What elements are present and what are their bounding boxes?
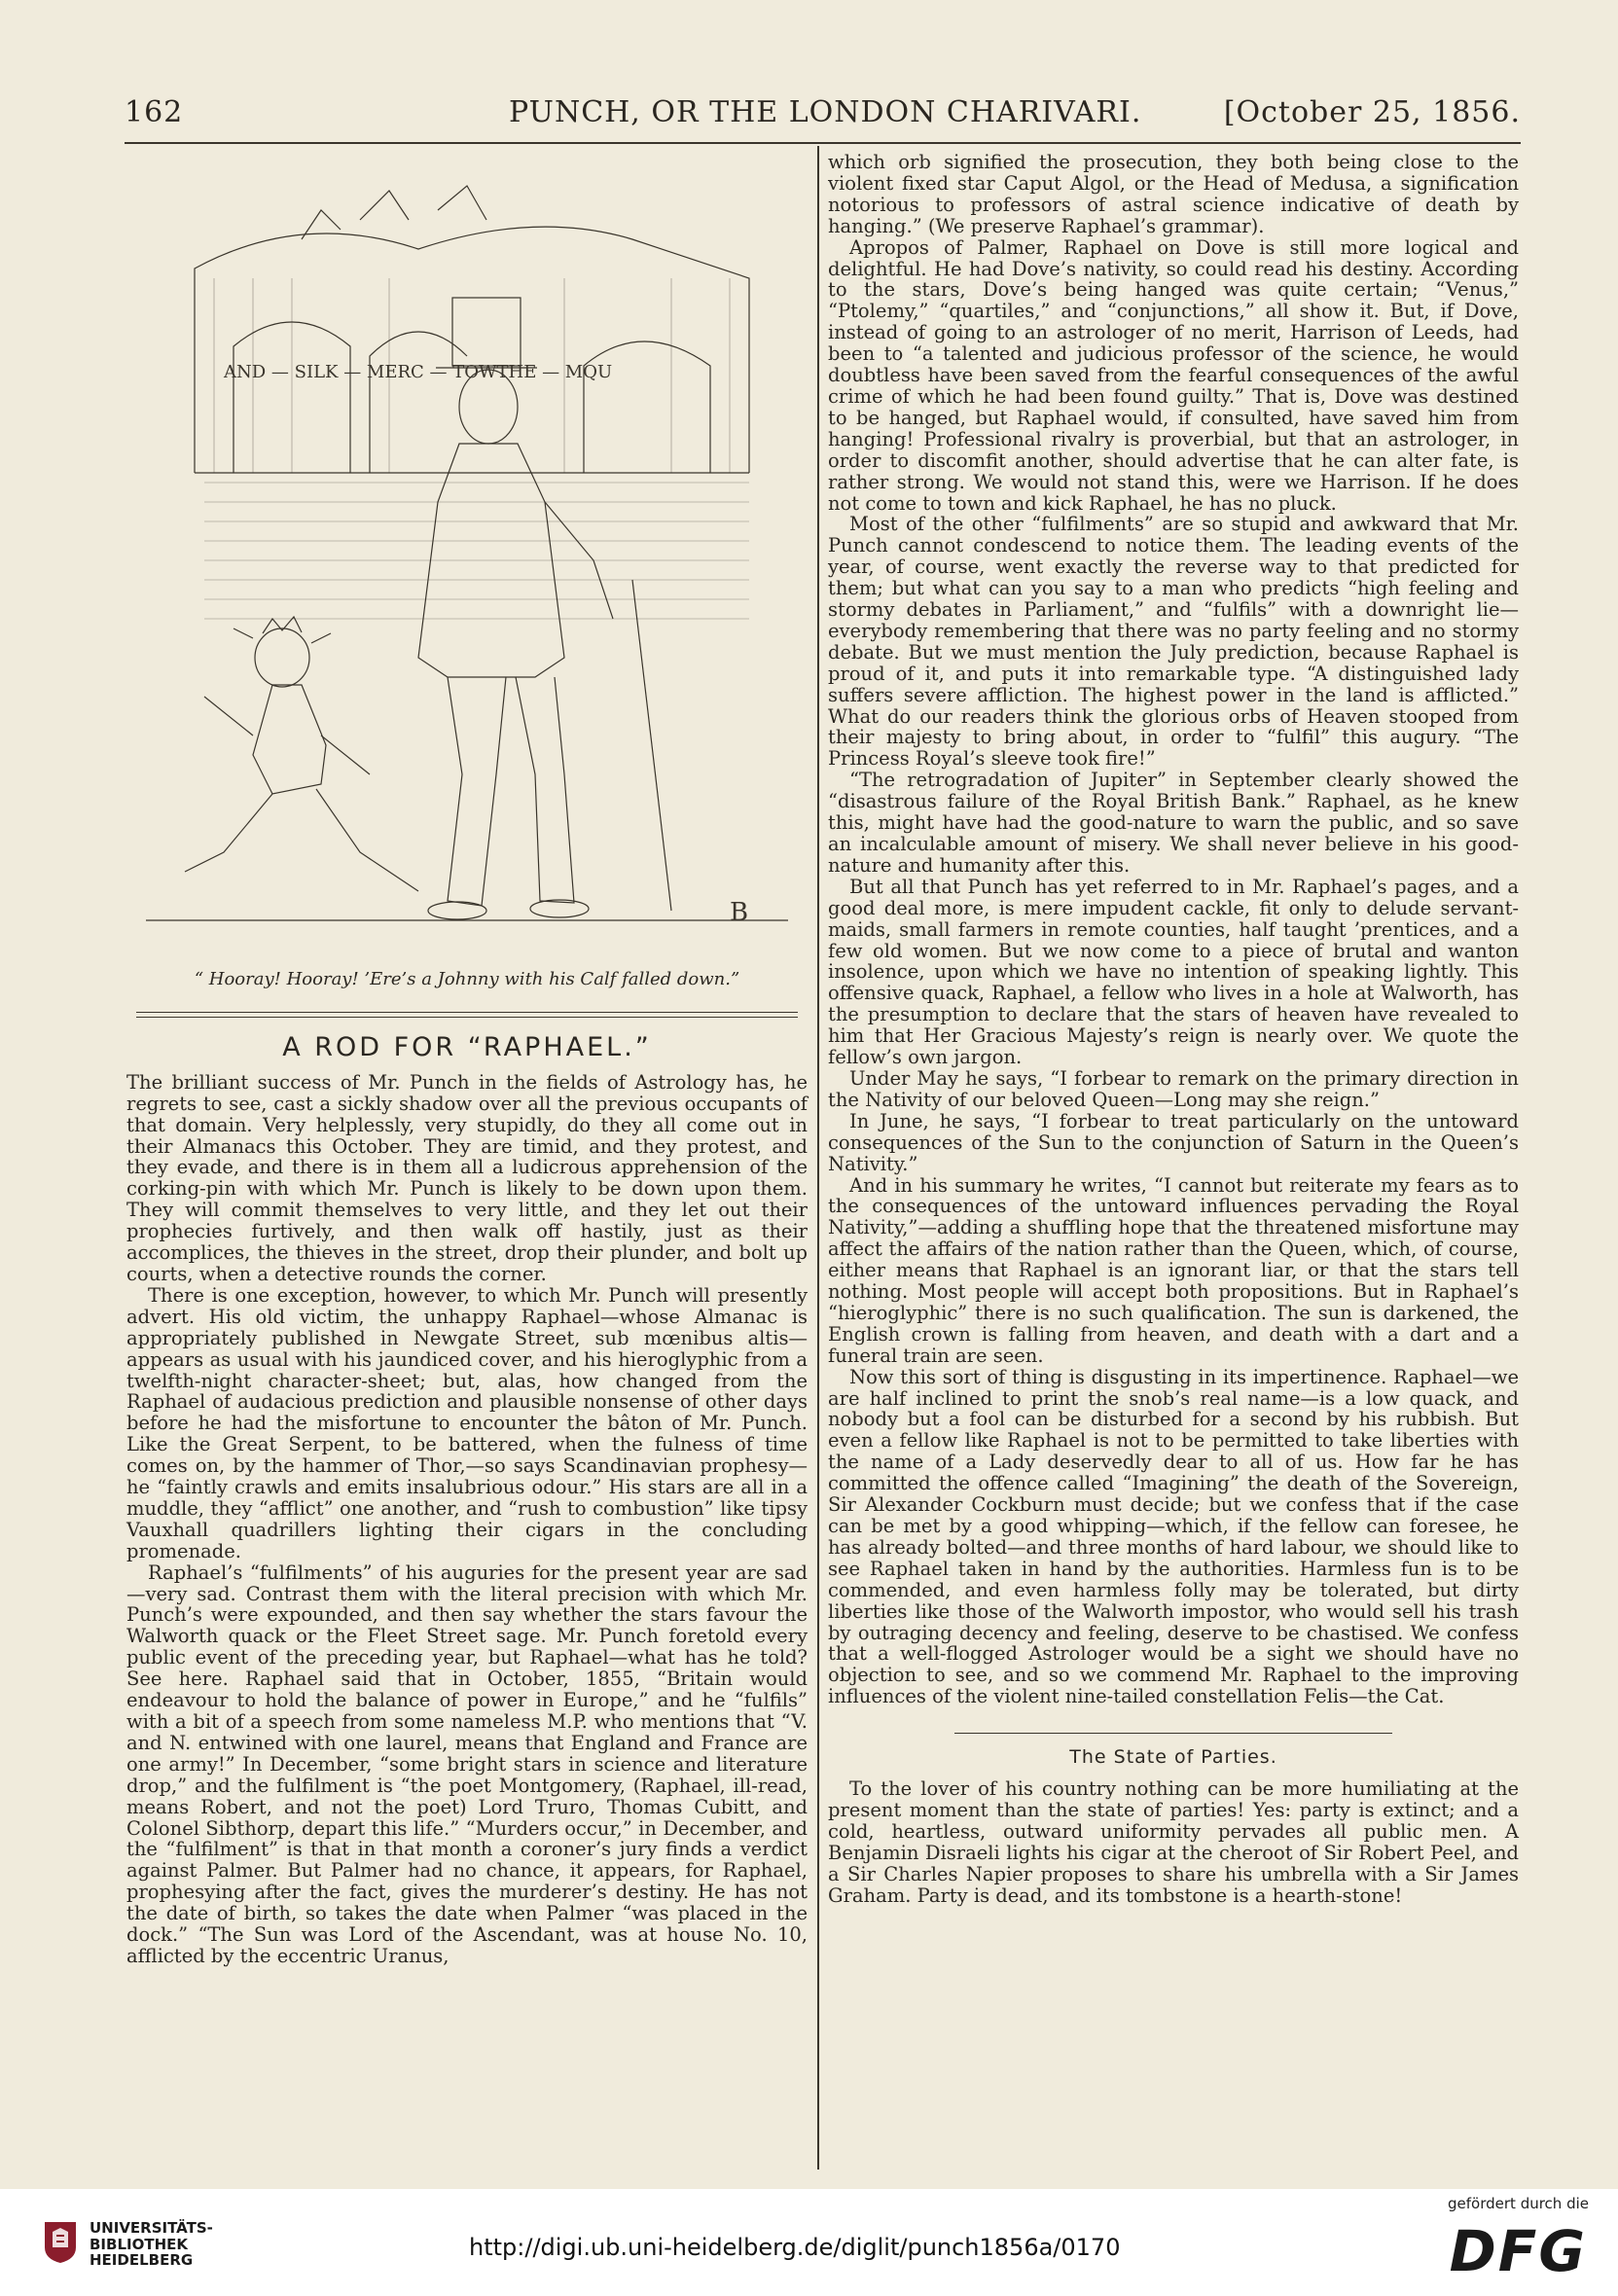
page-header (125, 95, 1521, 142)
banner-lettering: AND — SILK — MERC — TOWTHE — MQU (224, 362, 613, 382)
issue-date: [October 25, 1856. (1223, 95, 1521, 129)
dfg-logo: DFG (1449, 2218, 1587, 2284)
article-paragraph: which orb signified the prosecution, they both being close to the violent fixed star Caput Algol, or the Head of Medusa, a signification notorious to professors of astral science indicative of death by hanging.” (We preserve Raphael’s grammar). (828, 151, 1519, 237)
article-paragraph: Raphael’s “fulfilments” of his auguries for the present year are sad—very sad. Contrast them with the literal precision with which Mr. Punch’s were expounded, and then say whether the stars favour the Walworth quack or the Fleet Street sage. Mr. Punch foretold every public event of the preceding year, but Raphael—what has he told? See here. Raphael said that in October, 1855, “Britain would endeavour to hold the balance of power in Europe,” and he “fulfils” with a bit of a speech from some nameless M.P. who mentions that “V. and N. entwined with one laurel, means that England and France are one army!” In December, “some bright stars in science and literature drop,” and the fulfilment is “the poet Montgomery, (Raphael, ill-read, means Robert, and not the poet) Lord Truro, Thomas Cubitt, and Colonel Sibthorp, depart this life.” “Murders occur,” in December, and the “fulfilment” is that in that month a coroner’s jury finds a verdict against Palmer. But Palmer had no chance, it appears, for Raphael, prophesying after the fact, gives the murderer’s destiny. He has not the date of birth, so takes the date when Palmer “was placed in the dock.” “The Sun was Lord of the Ascendant, was at house No. 10, afflicted by the eccentric Uranus, (126, 1561, 808, 1967)
article-paragraph: There is one exception, however, to which Mr. Punch will presently advert. His old victim, the unhappy Raphael—whose Almanac is appropriately published in Newgate Street, sub mœnibus altis—appears as usual with his jaundiced cover, and his hieroglyphic from a twelfth-night character-sheet; but, alas, how changed from the Raphael of audacious prediction and plausible nonsense of other days before he had the misfortune to encounter the bâton of Mr. Punch. Like the Great Serpent, to be battered, when the fulness of time comes on, by the hammer of Thor,—so says Scandinavian prophesy—he “faintly crawls and emits insalubrious odour.” His stars are all in a muddle, they “afflict” one another, and “rush to combustion” like tipsy Vauxhall quadrillers lighting their cigars in the concluding promenade. (126, 1283, 808, 1562)
article-paragraph: And in his summary he writes, “I cannot but reiterate my fears as to the consequences of the untoward influences pervading the Royal Nativity,”—adding a shuffling hope that the threatened misfortune may affect the affairs of the nation rather than the Queen, which, of course, either means that Raphael is an ignorant liar, or that the stars tell nothing. Most people will accept both propositions. But in Raphael’s “hieroglyphic” there is no such qualification. The sun is darkened, the English crown is falling from heaven, and death with a dart and a funeral train are seen. (828, 1173, 1519, 1367)
cartoon-illustration (126, 152, 808, 961)
left-column (126, 152, 808, 1967)
column-divider (817, 146, 819, 2170)
publication-title: PUNCH, OR THE LONDON CHARIVARI. (509, 95, 1142, 129)
page-number: 162 (125, 95, 184, 129)
section-divider (136, 1012, 798, 1018)
article-paragraph: “The retrogradation of Jupiter” in September clearly showed the “disastrous failure of the Royal British Bank.” Raphael, as he knew this, might have had the good-nature to warn the public, and so save an incalculable amount of misery. We shall never believe in his good-nature and humanity after this. (828, 769, 1519, 877)
article-paragraph: To the lover of his country nothing can be more humiliating at the present moment than the state of parties! Yes: party is extinct; and a cold, heartless, outward uniformity pervades all public men. A Benjamin Disraeli lights his cigar at the cheroot of Sir Robert Peel, and a Sir Charles Napier proposes to share his umbrella with a Sir James Graham. Party is dead, and its tombstone is a hearth-stone! (828, 1777, 1519, 1907)
article-paragraph: Under May he says, “I forbear to remark on the primary direction in the Nativity of our beloved Queen—Long may she reign.” (828, 1066, 1519, 1111)
article-heading: The State of Parties. (1069, 1746, 1277, 1769)
article-paragraph: Now this sort of thing is disgusting in its impertinence. Raphael—we are half inclined to print the snob’s real name—is a low quack, and nobody but a fool can be disturbed for a second by his rubbish. But even a fellow like Raphael is not to be permitted to take liberties with the name of a Lady deservedly dear to all of us. How far he has committed the offence called “Imagining” the death of the Sovereign, Sir Alexander Cockburn must decide; but we confess that if the case can be met by a good whipping—which, if the fellow can foresee, he has already bolted—and three months of hard labour, we should like to see Raphael taken in hand by the authorities. Harmless fun is to be commended, and even harmless folly may be tolerated, but dirty liberties like those of the Walworth impostor, who would sell his trash by outraging decency and feeling, deserve to be chastised. We confess that a well-flogged Astrologer would be a sight we should have no objection to see, and so we commend Mr. Raphael to the improving influences of the violent nine-tailed constellation Felis—the Cat. (828, 1365, 1519, 1708)
cartoon-caption: “ Hooray! Hooray! ’Ere’s a Johnny with his Calf falled down.” (194, 969, 740, 989)
article-heading: A ROD FOR “RAPHAEL.” (282, 1031, 652, 1062)
article-paragraph: Most of the other “fulfilments” are so stupid and awkward that Mr. Punch cannot condescend to notice them. The leading events of the year, of course, went exactly the reverse way to that predicted for them; but what can you say to a man who predicts “high feeling and stormy debates in Parliament,” and “fulfils” with a downright lie—everybody remembering that there was no party feeling and no stormy debate. But we must mention the July prediction, because Raphael is proud of it, and puts it into remarkable type. “A distinguished lady suffers severe affliction. The highest power in the land is afflicted.” What do our readers think the glorious orbs of Heaven stooped from their majesty to bring about, in order to “fulfil” this augury. “The Princess Royal’s sleeve took fire!” (828, 513, 1519, 771)
header-rule (125, 142, 1521, 144)
right-column (828, 152, 1519, 1907)
university-seal-icon (41, 2218, 80, 2265)
article-paragraph: In June, he says, “I forbear to treat particularly on the untoward consequences of the Sun to the conjunction of Saturn in the Queen’s Nativity.” (828, 1109, 1519, 1175)
university-library-name: UNIVERSITÄTS- BIBLIOTHEK HEIDELBERG (90, 2219, 213, 2269)
section-divider (954, 1733, 1392, 1734)
source-url-link[interactable]: http://digi.ub.uni-heidelberg.de/diglit/punch1856a/0170 (469, 2234, 1121, 2261)
sponsor-text: gefördert durch die (1448, 2195, 1589, 2212)
cartoon-drawing (126, 152, 808, 961)
digitization-footer (0, 2189, 1618, 2296)
article-paragraph: The brilliant success of Mr. Punch in the fields of Astrology has, he regrets to see, cast a sickly shadow over all the previous occupants of that domain. Very helplessly, very stupidly, do they all come out in their Almanacs this October. They are timid, and they protest, and they evade, and there is in them all a ludicrous apprehension of the corking-pin with which Mr. Punch is likely to be down upon them. They will commit themselves to very little, and they let out their prophecies furtively, and then walk off hastily, just as their accomplices, the thieves in the street, drop their plunder, and bolt up courts, when a detective rounds the corner. (126, 1070, 808, 1285)
article-paragraph: Apropos of Palmer, Raphael on Dove is still more logical and delightful. He had Dove’s nativity, so could read his destiny. According to the stars, Dove’s being hanged was quite certain; “Venus,” “Ptolemy,” “quartiles,” and “conjunctions,” all show it. But, if Dove, instead of going to an astrologer of no merit, Harrison of Leeds, had been to “a talented and judicious professor of the science, he would doubtless have been saved from the fearful consequences of the awful crime of which he had been found guilty.” That is, Dove was destined to be hanged, but Raphael would, if consulted, have saved him from hanging! Professional rivalry is proverbial, but that an astrologer, in order to discomfit another, should advertise that he can alter fate, is rather strong. We would not stand this, were we Harrison. If he does not come to town and kick Raphael, he has no pluck. (828, 235, 1519, 515)
article-paragraph: But all that Punch has yet referred to in Mr. Raphael’s pages, and a good deal more, is mere impudent cackle, fit only to delude servant-maids, small farmers in remote counties, half taught ’prentices, and a few old women. But we now come to a piece of brutal and wanton insolence, upon which we have no intention of speaking lightly. This offensive quack, Raphael, a fellow who lives in a hole at Walworth, has the presumption to declare that the stars of heaven have revealed to him that Her Gracious Majesty’s reign is nearly over. We quote the fellow’s own jargon. (828, 875, 1519, 1069)
artist-monogram: B (730, 898, 749, 927)
